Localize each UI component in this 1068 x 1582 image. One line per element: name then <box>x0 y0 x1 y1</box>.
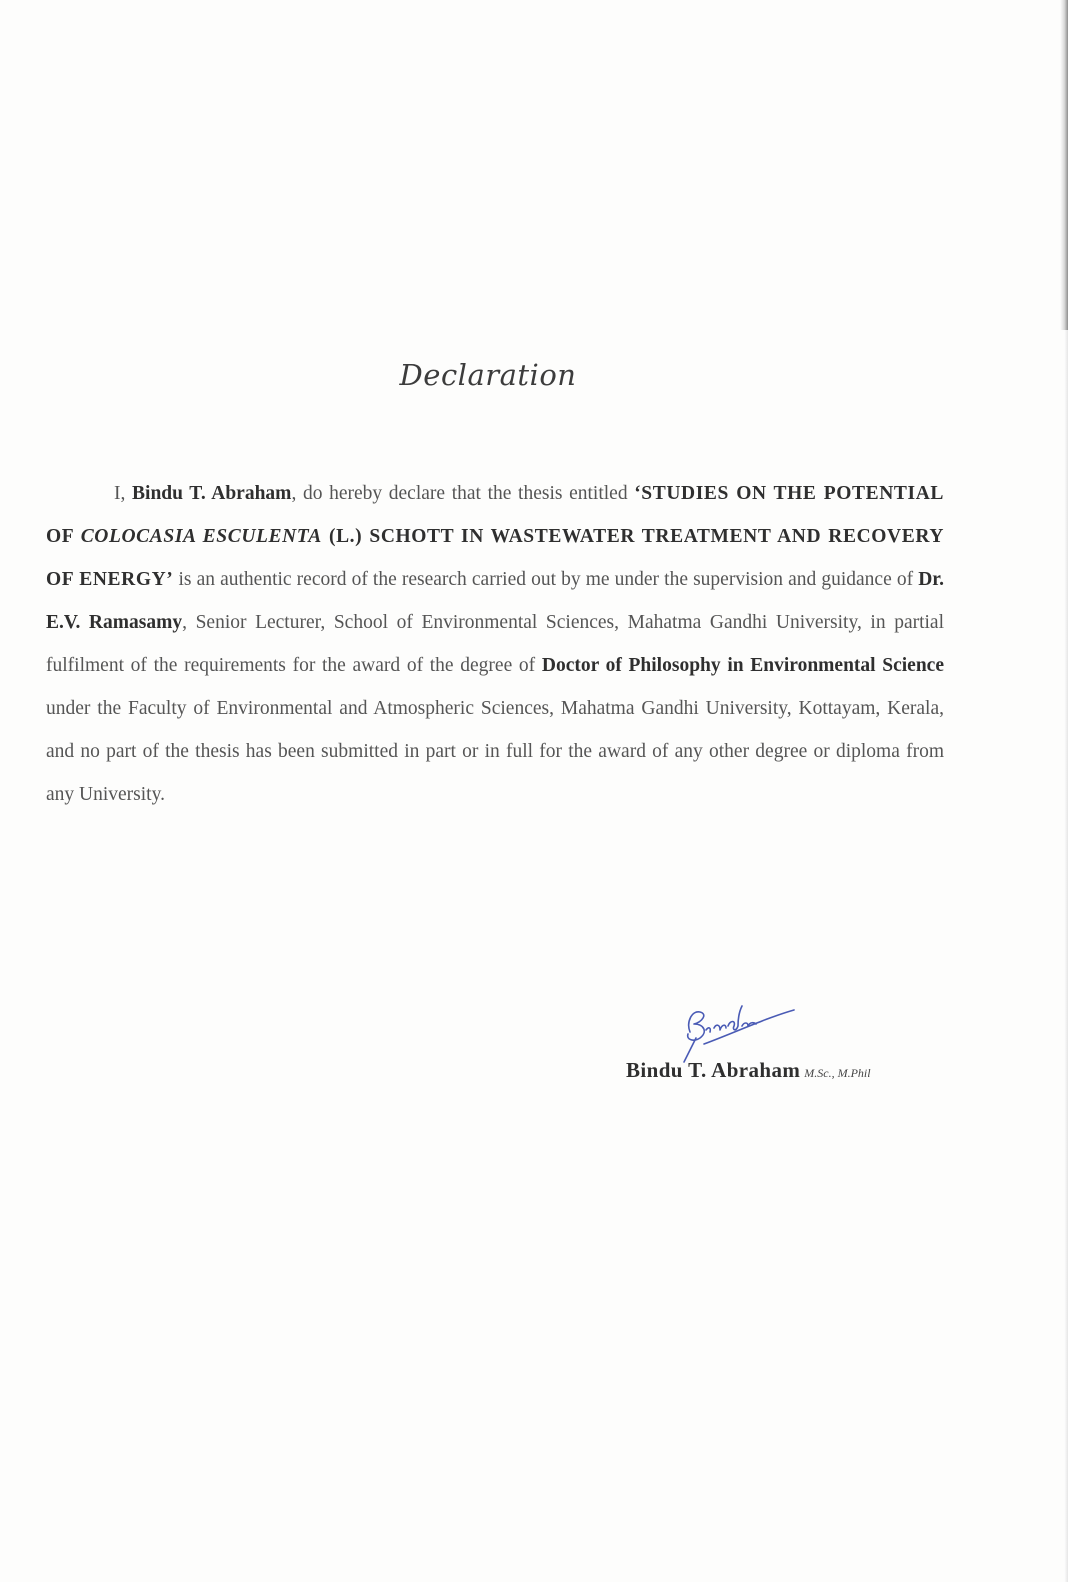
signatory-qualifications: M.Sc., M.Phil <box>804 1066 871 1080</box>
page-edge-shadow-lower <box>1064 330 1068 1582</box>
record-text: is an authentic record of the research carried out by me under the supervision and guidance of <box>173 569 919 590</box>
page-title: Declaration <box>399 358 577 392</box>
thesis-species: COLOCASIA ESCULENTA <box>80 526 322 547</box>
page-edge-shadow <box>1060 0 1068 330</box>
signatory-line <box>626 1058 871 1083</box>
author-name: Bindu T. Abraham <box>132 483 292 504</box>
intro-text: I, <box>114 483 133 504</box>
signatory-name: Bindu T. Abraham <box>626 1058 801 1082</box>
signature-underline <box>704 1010 794 1044</box>
declare-text: , do hereby declare that the thesis entitled <box>291 483 635 504</box>
supervisor-name: Dr. E.V. Ramasamy <box>46 569 945 633</box>
declaration-paragraph <box>46 472 944 816</box>
thesis-title-part1: ‘STUDIES ON THE POTENTIAL OF <box>46 483 944 547</box>
degree-name: Doctor of Philosophy in Environmental Science <box>541 655 944 676</box>
handwritten-signature <box>676 992 806 1064</box>
affiliation-text: , Senior Lecturer, School of Environmental Sciences, Mahatma Gandhi University, in partial fulfilment of the requirements for the award of the degree of <box>46 612 944 676</box>
signature-stroke-letters <box>706 1006 756 1032</box>
closing-text: under the Faculty of Environmental and Atmospheric Sciences, Mahatma Gandhi University, Kottayam, Kerala, and no part of the thesis has been submitted in part or in full for the award of any other degree or diploma from any University. <box>46 698 944 805</box>
signature-stroke-b <box>688 1012 705 1040</box>
thesis-title-part2: (L.) SCHOTT IN WASTEWATER TREATMENT AND RECOVERY OF ENERGY’ <box>46 526 945 590</box>
